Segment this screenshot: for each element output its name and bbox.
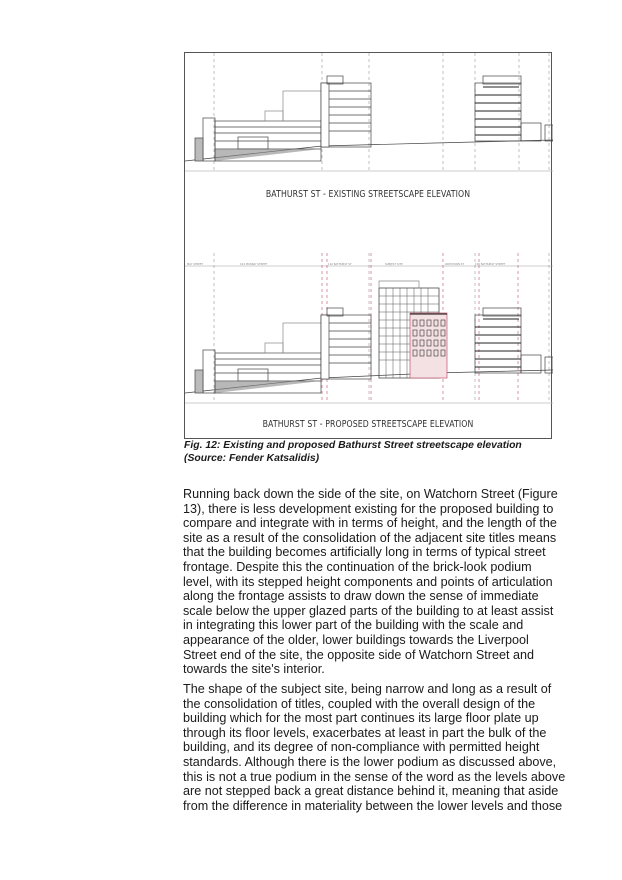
- caption-line-2: (Source: Fender Katsalidis): [184, 452, 320, 464]
- text-line: building which for the most part continues its large floor plate up: [183, 711, 539, 726]
- text-line: towards the site's interior.: [183, 662, 325, 677]
- text-line: the consolidation of titles, coupled with the overall design of the: [183, 696, 536, 711]
- text-line: 13), there is less development existing for the proposed building to: [183, 501, 554, 516]
- existing-elevation-title: BATHURST ST - EXISTING STREETSCAPE ELEVATION: [265, 189, 471, 200]
- text-line: level, with its stepped height components and points of articulation: [183, 574, 553, 589]
- text-line: that the building becomes artificially long in terms of typical street: [183, 545, 546, 560]
- proposed-elevation: [185, 253, 553, 403]
- body-paragraph-2: [183, 682, 583, 813]
- text-line: in integrating this lower part of the building with the scale and: [183, 618, 524, 633]
- text-line: site as a result of the consolidation of the adjacent site titles means: [183, 530, 557, 545]
- proposed-elevation-title: BATHURST ST - PROPOSED STREETSCAPE ELEVATION: [262, 419, 474, 430]
- text-line: building, and its degree of non-compliance with permitted height: [183, 740, 540, 755]
- text-line: compare and integrate with in terms of height, and the length of the: [183, 516, 557, 531]
- elevation-drawing: [185, 53, 553, 440]
- text-line: are not stepped back a great distance behind it, meaning that aside: [183, 784, 559, 799]
- text-line: appearance of the older, lower buildings towards the Liverpool: [183, 632, 529, 647]
- svg-text:136 BATHURST STREET: 136 BATHURST STREET: [475, 263, 506, 266]
- caption-line-1: Fig. 12: Existing and proposed Bathurst Street streetscape elevation: [184, 440, 522, 451]
- text-line: this is not a true podium in the sense of the word as the levels above: [183, 769, 566, 784]
- text-line: along the frontage assists to draw down the sense of immediate: [183, 589, 539, 604]
- text-line: Running back down the side of the site, on Watchorn Street (Figure: [183, 487, 558, 501]
- text-line: frontage. Despite this the continuation of the brick-look podium: [183, 559, 532, 574]
- text-line: The shape of the subject site, being narrow and long as a result of: [183, 682, 552, 696]
- body-paragraph-1: [183, 487, 583, 677]
- text-line: scale below the upper glazed parts of the building to at least assist: [183, 603, 554, 618]
- text-line: standards. Although there is the lower podium as discussed above,: [183, 754, 557, 769]
- figure-caption: [184, 440, 584, 465]
- text-line: Street end of the site, the opposite side of Watchorn Street and: [183, 647, 534, 662]
- subject-site-tower: [379, 281, 447, 378]
- svg-text:MAY STREET: MAY STREET: [187, 263, 204, 266]
- text-line: from the difference in materiality between the lower levels and those: [183, 798, 563, 813]
- svg-text:104 MURRAY STREET: 104 MURRAY STREET: [240, 263, 268, 266]
- svg-text:116 BATHURST ST: 116 BATHURST ST: [328, 263, 352, 266]
- streetscape-elevation-figure: [184, 52, 552, 439]
- text-line: through its floor levels, exacerbates at least in part the bulk of the: [183, 725, 547, 740]
- existing-elevation: [185, 53, 553, 171]
- svg-text:SUBJECT SITE: SUBJECT SITE: [385, 263, 403, 266]
- svg-text:WATCHORN ST: WATCHORN ST: [445, 263, 465, 266]
